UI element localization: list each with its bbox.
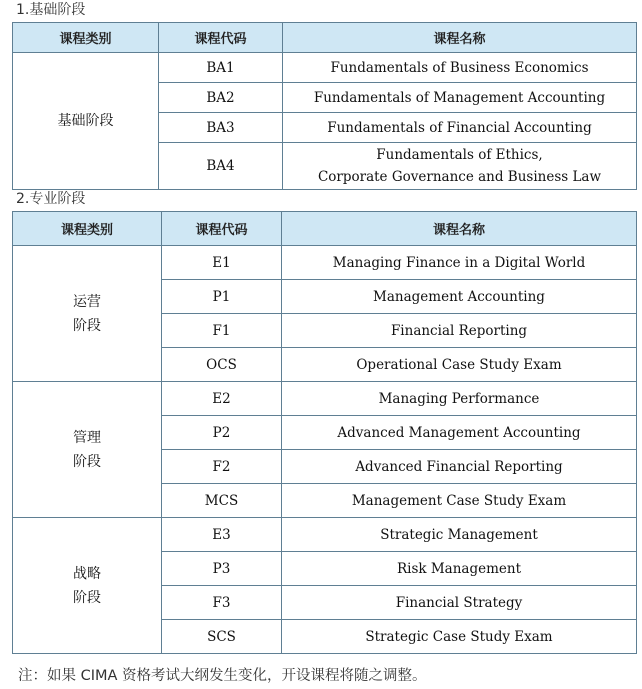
table-row xyxy=(13,246,637,280)
category-foundation: 基础阶段 xyxy=(13,53,159,190)
course-code: P3 xyxy=(162,552,282,586)
category-line: 管理 xyxy=(73,429,101,446)
course-name: Strategic Case Study Exam xyxy=(282,620,637,654)
course-name: Fundamentals of Business Economics xyxy=(283,53,637,83)
category-management xyxy=(13,382,162,518)
table-header-row xyxy=(13,212,637,246)
course-name: Managing Finance in a Digital World xyxy=(282,246,637,280)
table-row xyxy=(13,53,637,83)
table-row xyxy=(13,518,637,552)
header-category: 课程类别 xyxy=(13,23,159,53)
course-name xyxy=(283,143,637,190)
table-header-row xyxy=(13,23,637,53)
header-name: 课程名称 xyxy=(283,23,637,53)
professional-course-table xyxy=(12,211,637,654)
course-name-line: Corporate Governance and Business Law xyxy=(317,169,602,185)
course-code: F1 xyxy=(162,314,282,348)
course-code: E3 xyxy=(162,518,282,552)
course-name: Risk Management xyxy=(282,552,637,586)
course-name: Fundamentals of Management Accounting xyxy=(283,83,637,113)
course-code: MCS xyxy=(162,484,282,518)
course-name-line: Fundamentals of Ethics, xyxy=(376,147,543,163)
course-name: Management Case Study Exam xyxy=(282,484,637,518)
course-name: Advanced Financial Reporting xyxy=(282,450,637,484)
course-code: BA4 xyxy=(159,143,283,190)
course-name: Financial Reporting xyxy=(282,314,637,348)
category-line: 战略 xyxy=(73,565,101,582)
course-name: Financial Strategy xyxy=(282,586,637,620)
course-code: E1 xyxy=(162,246,282,280)
course-code: BA2 xyxy=(159,83,283,113)
course-code: P2 xyxy=(162,416,282,450)
course-name: Strategic Management xyxy=(282,518,637,552)
course-name: Operational Case Study Exam xyxy=(282,348,637,382)
course-code: BA3 xyxy=(159,113,283,143)
category-line: 阶段 xyxy=(73,317,101,334)
category-operational xyxy=(13,246,162,382)
header-code: 课程代码 xyxy=(159,23,283,53)
foundation-section-title: 1.基础阶段 xyxy=(16,2,86,18)
header-code: 课程代码 xyxy=(162,212,282,246)
course-code: F2 xyxy=(162,450,282,484)
course-name: Management Accounting xyxy=(282,280,637,314)
course-code: SCS xyxy=(162,620,282,654)
course-name: Managing Performance xyxy=(282,382,637,416)
course-code: OCS xyxy=(162,348,282,382)
table-row xyxy=(13,382,637,416)
course-name: Fundamentals of Financial Accounting xyxy=(283,113,637,143)
course-code: P1 xyxy=(162,280,282,314)
footnote: 注：如果 CIMA 资格考试大纲发生变化，开设课程将随之调整。 xyxy=(18,668,427,684)
category-line: 阶段 xyxy=(73,589,101,606)
category-line: 阶段 xyxy=(73,453,101,470)
category-strategic xyxy=(13,518,162,654)
header-category: 课程类别 xyxy=(13,212,162,246)
course-name: Advanced Management Accounting xyxy=(282,416,637,450)
course-code: E2 xyxy=(162,382,282,416)
course-code: BA1 xyxy=(159,53,283,83)
course-code: F3 xyxy=(162,586,282,620)
category-line: 运营 xyxy=(73,293,101,310)
professional-section-title: 2.专业阶段 xyxy=(16,191,86,207)
foundation-course-table xyxy=(12,22,637,190)
header-name: 课程名称 xyxy=(282,212,637,246)
